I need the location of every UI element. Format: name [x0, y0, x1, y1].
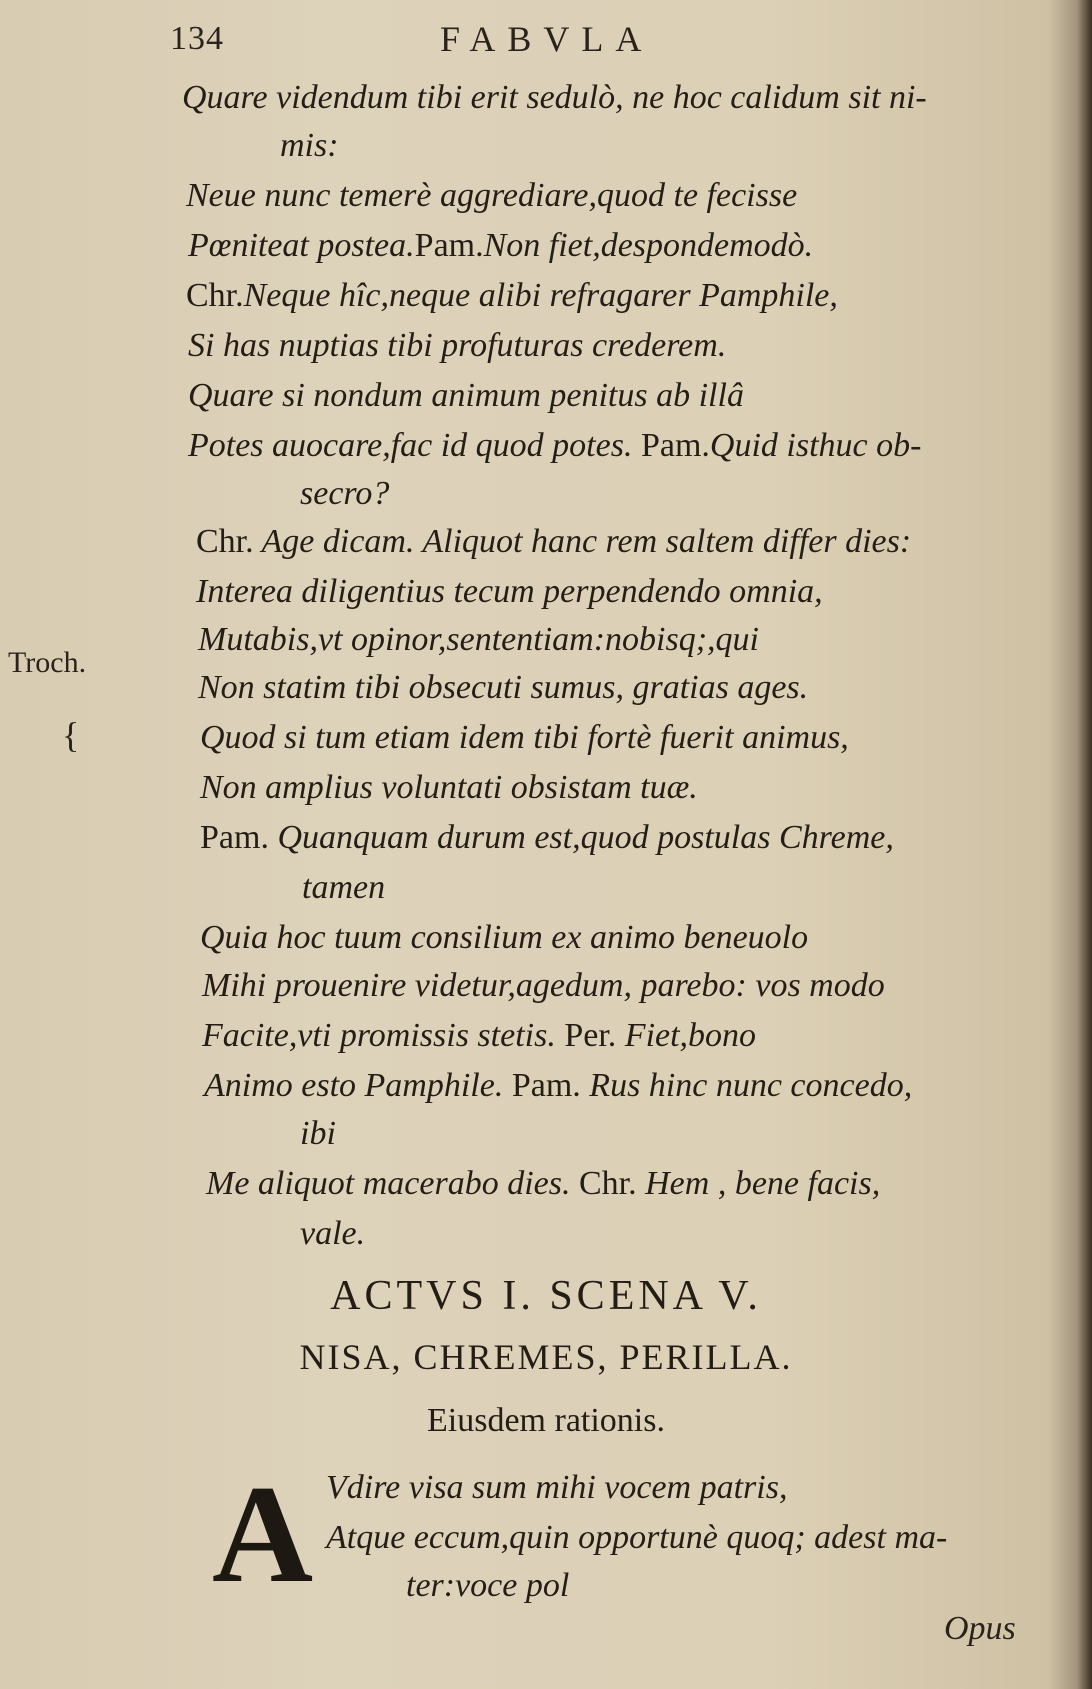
- text-line: Pœniteat postea.Pam.Non fiet,despondemodò.: [188, 227, 814, 264]
- margin-bracket: {: [62, 715, 80, 755]
- speaker-label: Chr.: [196, 523, 254, 560]
- speaker-label: Chr.: [186, 277, 244, 314]
- text-line: tamen: [302, 869, 386, 906]
- text-line: ibi: [300, 1115, 336, 1152]
- text-line: Si has nuptias tibi profuturas crederem.: [188, 327, 727, 364]
- text-line: Chr. Age dicam. Aliquot hanc rem saltem differ dies:: [196, 523, 912, 560]
- text-line: Quia hoc tuum consilium ex animo beneuolo: [200, 919, 809, 956]
- text-line: secro?: [300, 475, 390, 512]
- margin-note: Troch.: [8, 646, 87, 679]
- speaker-label: Per.: [564, 1017, 617, 1054]
- text-line: Non amplius voluntati obsistam tuæ.: [200, 769, 698, 806]
- text-line: Mutabis,vt opinor,sententiam:nobisq;,qui: [198, 621, 759, 658]
- catchword: Opus: [944, 1610, 1016, 1647]
- speaker-label: Pam.: [200, 819, 269, 856]
- text-line: Pam. Quanquam durum est,quod postulas Chreme,: [200, 819, 894, 856]
- text-line: vale.: [300, 1215, 366, 1252]
- text-line: Chr.Neque hîc,neque alibi refragarer Pamphile,: [186, 277, 838, 314]
- page-number: 134: [170, 20, 224, 57]
- text-line: Atque eccum,quin opportunè quoq; adest ma-: [326, 1519, 948, 1556]
- text-line: Quare videndum tibi erit sedulò, ne hoc calidum sit ni-: [182, 79, 927, 116]
- speaker-label: Pam.: [414, 227, 484, 264]
- speaker-label: Pam.: [511, 1067, 581, 1104]
- text-line: Potes auocare,fac id quod potes. Pam.Quid isthuc ob-: [188, 427, 922, 464]
- text-line: mis:: [280, 127, 339, 164]
- speaker-label: Pam.: [640, 427, 710, 464]
- text-line: Non statim tibi obsecuti sumus, gratias ages.: [198, 669, 809, 706]
- text-line: Quare si nondum animum penitus ab illâ: [188, 377, 744, 414]
- speaker-label: Chr.: [579, 1165, 637, 1202]
- text-line: ter:voce pol: [406, 1567, 570, 1604]
- act-scene-title: ACTVS I. SCENA V.: [330, 1273, 762, 1319]
- text-line: Quod si tum etiam idem tibi fortè fuerit animus,: [200, 719, 849, 756]
- text-line: Animo esto Pamphile. Pam. Rus hinc nunc concedo,: [204, 1067, 913, 1104]
- text-line: Mihi prouenire videtur,agedum, parebo: vos modo: [202, 967, 885, 1004]
- page-header: [0, 12, 1092, 62]
- scene-characters: NISA, CHREMES, PERILLA.: [299, 1337, 793, 1377]
- text-line: Interea diligentius tecum perpendendo omnia,: [196, 573, 823, 610]
- running-title: FABVLA: [440, 19, 654, 59]
- text-line: Neue nunc temerè aggrediare,quod te fecisse: [186, 177, 798, 214]
- text-line: Vdire visa sum mihi vocem patris,: [326, 1469, 788, 1506]
- text-line: Facite,vti promissis stetis. Per. Fiet,bono: [202, 1017, 757, 1054]
- scene-meter: Eiusdem rationis.: [427, 1402, 665, 1439]
- drop-cap: A: [212, 1457, 314, 1612]
- text-line: Me aliquot macerabo dies. Chr. Hem , bene facis,: [206, 1165, 881, 1202]
